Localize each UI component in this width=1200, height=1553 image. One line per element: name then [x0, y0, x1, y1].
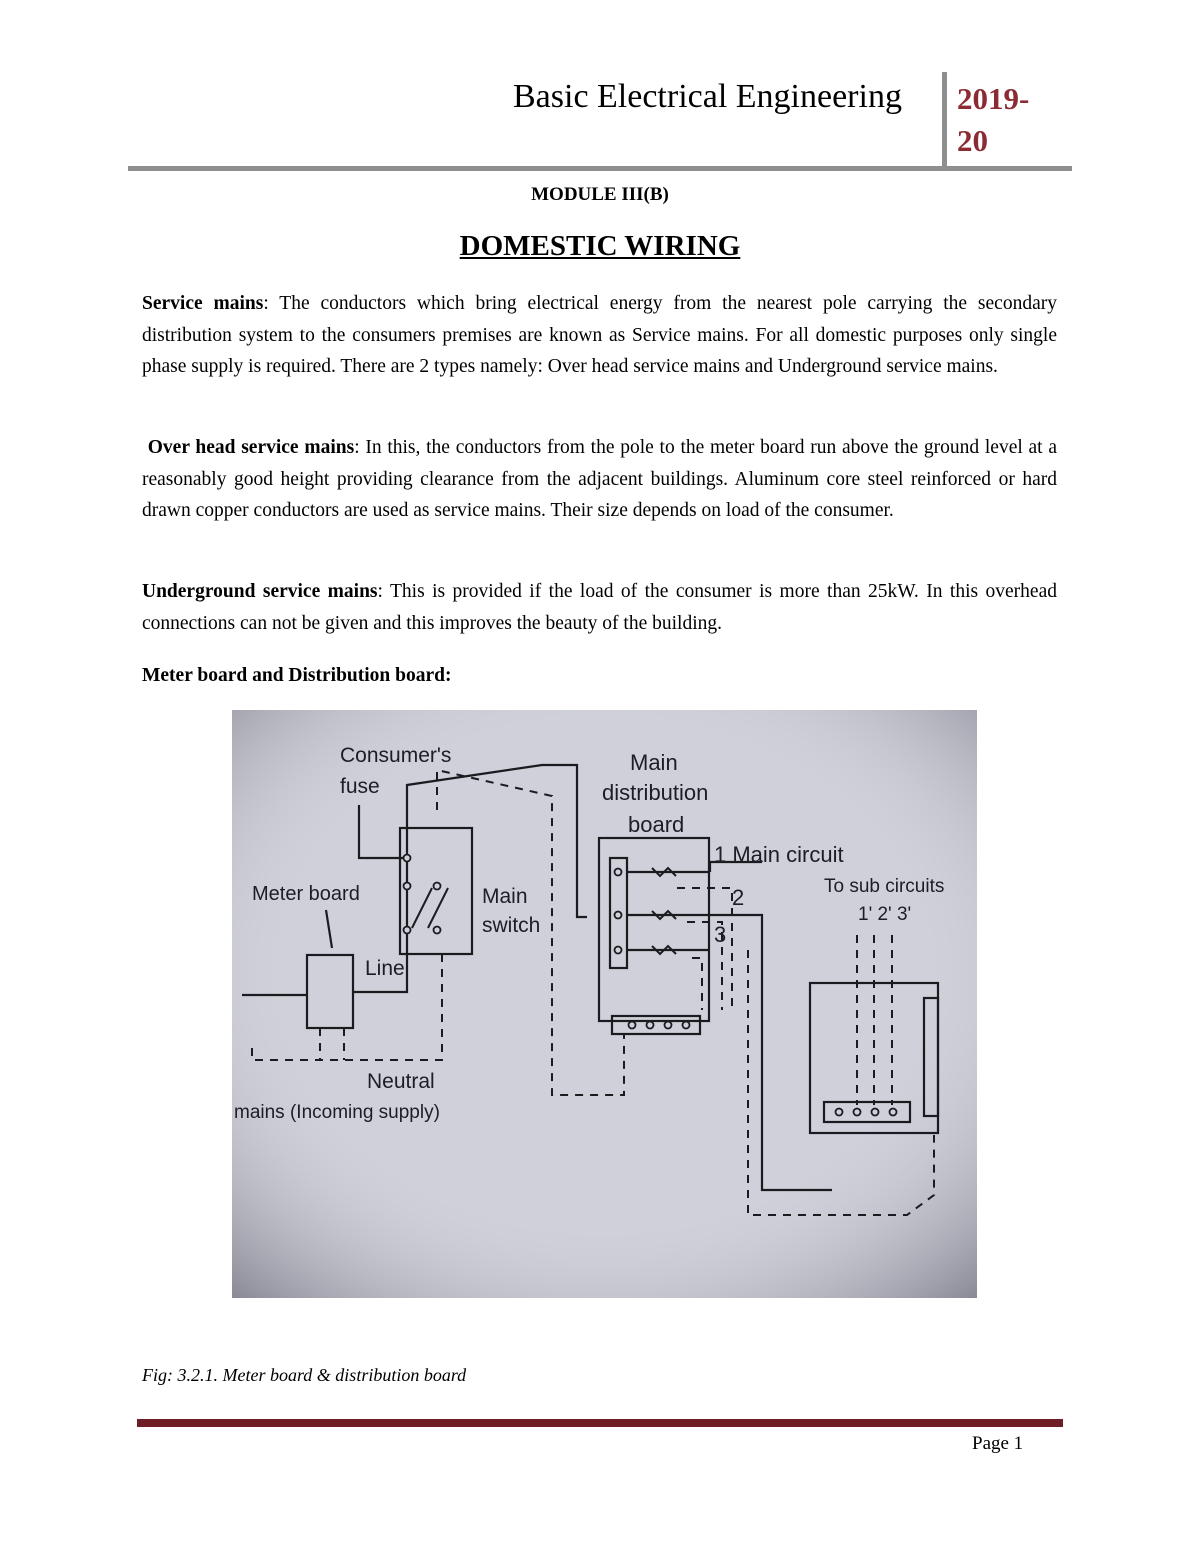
label-sub-circuits: To sub circuits — [824, 876, 945, 897]
label-main-circuit: 1 Main circuit — [714, 842, 844, 867]
label-circuit-3: 3 — [714, 922, 727, 947]
label-sub-numbers: 1' 2' 3' — [858, 904, 912, 925]
text-underground: : This is provided if the load of the consumer is more than 25kW. In this overhead connections can not be given and this improves the beauty of the building. — [142, 581, 1057, 634]
label-mdb-2: distribution — [602, 780, 709, 805]
paragraph-overhead — [142, 432, 1057, 527]
header-divider — [942, 72, 947, 170]
label-neutral: Neutral — [367, 1070, 435, 1093]
page-title: DOMESTIC WIRING — [459, 230, 741, 262]
footer-rule — [137, 1419, 1063, 1427]
module-label: MODULE III(B) — [531, 184, 669, 205]
label-circuit-2: 2 — [732, 885, 745, 910]
wiring-diagram — [232, 710, 977, 1298]
section-heading: Meter board and Distribution board: — [142, 665, 452, 686]
label-mains: mains (Incoming supply) — [234, 1102, 440, 1123]
label-meter-board: Meter board — [252, 883, 360, 905]
label-mdb-1: Main — [630, 750, 678, 775]
wiring-diagram-figure — [232, 710, 977, 1298]
header-year: 2019-20 — [957, 81, 1030, 158]
header-rule — [128, 166, 1072, 171]
text-overhead: : In this, the conductors from the pole to the meter board run above the ground level at a reasonably good height providing clearance from the adjacent buildings. Aluminum core steel reinforced or hard drawn copper conductors are used as service mains. Their size depends on load of the consumer. — [142, 437, 1058, 521]
paragraph-underground — [142, 576, 1057, 639]
label-line: Line — [365, 957, 405, 980]
text-service-mains: : The conductors which bring electrical energy from the nearest pole carrying the secondary distribution system to the consumers premises are known as Service mains. For all domestic purposes only single phase supply is required. There are 2 types namely: Over head service mains and Underground service mains. — [142, 293, 1057, 377]
term-underground: Underground service mains — [142, 581, 378, 602]
term-service-mains: Service mains — [142, 293, 264, 314]
label-mdb-3: board — [628, 812, 685, 837]
label-consumers-fuse-1: Consumer's — [340, 744, 452, 767]
figure-caption: Fig: 3.2.1. Meter board & distribution board — [142, 1365, 467, 1385]
label-consumers-fuse-2: fuse — [340, 775, 380, 798]
label-main-switch-1: Main — [482, 885, 528, 908]
label-main-switch-2: switch — [482, 914, 541, 937]
paragraph-service-mains — [142, 288, 1057, 383]
header-title: Basic Electrical Engineering — [513, 78, 902, 115]
page-number: Page 1 — [972, 1433, 1024, 1454]
term-overhead: Over head service mains — [147, 437, 355, 458]
